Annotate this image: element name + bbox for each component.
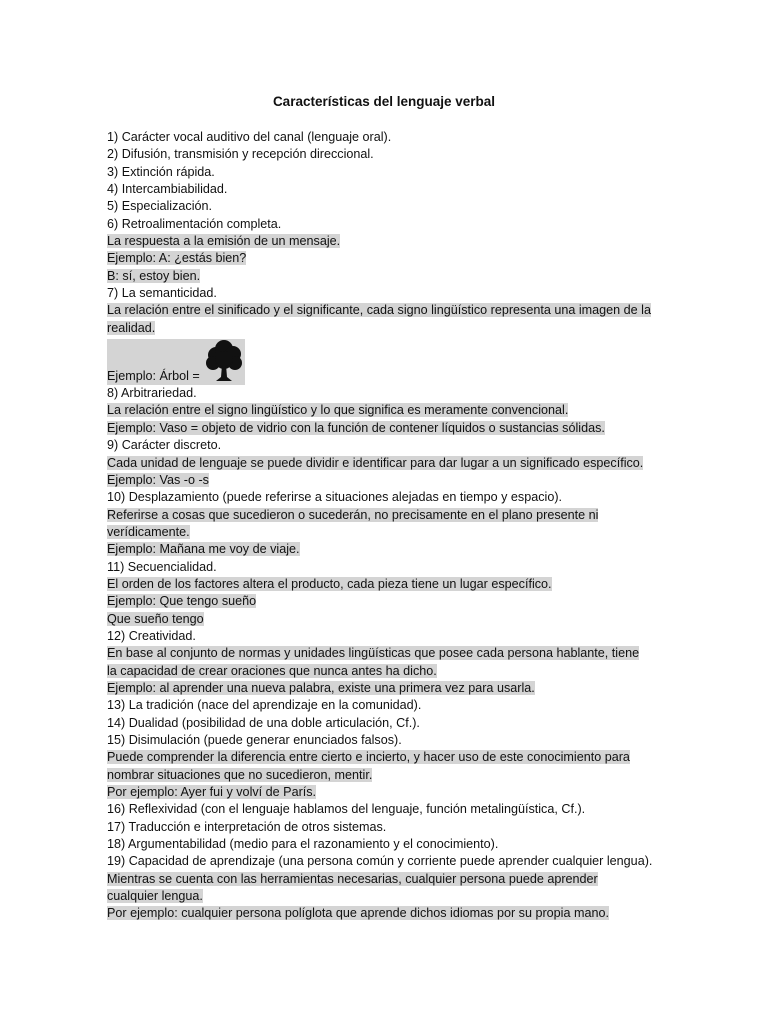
item-6-description: La respuesta a la emisión de un mensaje. xyxy=(107,234,341,249)
tree-icon xyxy=(204,339,244,383)
item-16: 16) Reflexividad (con el lenguaje hablamos del lenguaje, función metalingüística, Cf.). xyxy=(107,802,586,817)
item-11-example: Ejemplo: Que tengo sueño xyxy=(107,594,257,609)
item-9-example: Ejemplo: Vas -o -s xyxy=(107,472,209,487)
item-3: 3) Extinción rápida. xyxy=(107,164,215,179)
item-11-description: El orden de los factores altera el producto, cada pieza tiene un lugar específico. xyxy=(107,576,552,591)
item-12-example: Ejemplo: al aprender una nueva palabra, existe una primera vez para usarla. xyxy=(107,680,535,695)
document-body xyxy=(107,129,652,923)
item-10: 10) Desplazamiento (puede referirse a situaciones alejadas en tiempo y espacio). xyxy=(107,490,563,505)
item-9-description: Cada unidad de lenguaje se puede dividir e identificar para dar lugar a un significado específico. xyxy=(107,455,644,470)
item-15-description: Puede comprender la diferencia entre cierto e incierto, y hacer uso de este conocimiento para nombrar situaciones que no sucedieron, mentir. xyxy=(107,750,630,782)
item-10-description: Referirse a cosas que sucedieron o sucederán, no precisamente en el plano presente ni verídicamente. xyxy=(107,507,599,539)
item-6-example-reply: B: sí, estoy bien. xyxy=(107,268,201,283)
item-6: 6) Retroalimentación completa. xyxy=(107,216,282,231)
item-10-example: Ejemplo: Mañana me voy de viaje. xyxy=(107,542,300,557)
item-8: 8) Arbitrariedad. xyxy=(107,386,197,401)
item-19: 19) Capacidad de aprendizaje (una persona común y corriente puede aprender cualquier lengua). xyxy=(107,854,653,869)
document-title: Características del lenguaje verbal xyxy=(272,94,496,109)
item-7-description: La relación entre el sinificado y el significante, cada signo lingüístico representa una imagen de la realidad. xyxy=(107,303,651,335)
item-5: 5) Especialización. xyxy=(107,199,212,214)
item-8-example: Ejemplo: Vaso = objeto de vidrio con la función de contener líquidos o sustancias sólidas. xyxy=(107,420,605,435)
item-17: 17) Traducción e interpretación de otros sistemas. xyxy=(107,819,387,834)
item-18: 18) Argumentabilidad (medio para el razonamiento y el conocimiento). xyxy=(107,837,499,852)
item-8-description: La relación entre el signo lingüístico y lo que significa es meramente convencional. xyxy=(107,403,569,418)
item-12: 12) Creatividad. xyxy=(107,628,196,643)
item-1: 1) Carácter vocal auditivo del canal (lenguaje oral). xyxy=(107,130,392,144)
item-11-example-alt: Que sueño tengo xyxy=(107,611,204,626)
item-2: 2) Difusión, transmisión y recepción direccional. xyxy=(107,147,374,162)
item-19-description: Mientras se cuenta con las herramientas necesarias, cualquier persona puede aprender cualquier lengua. xyxy=(107,871,598,904)
item-4: 4) Intercambiabilidad. xyxy=(107,182,228,197)
item-12-description: En base al conjunto de normas y unidades lingüísticas que posee cada persona hablante, tiene la capacidad de crear oraciones que nunca antes ha dicho. xyxy=(107,646,640,678)
item-19-example: Por ejemplo: cualquier persona políglota que aprende dichos idiomas por su propia mano. xyxy=(107,906,609,921)
item-15-example: Por ejemplo: Ayer fui y volví de París. xyxy=(107,785,317,800)
item-6-example: Ejemplo: A: ¿estás bien? xyxy=(107,251,247,266)
item-7-example: Ejemplo: Árbol = xyxy=(107,368,200,383)
item-11: 11) Secuencialidad. xyxy=(107,559,217,574)
item-13: 13) La tradición (nace del aprendizaje en la comunidad). xyxy=(107,698,422,713)
item-14: 14) Dualidad (posibilidad de una doble articulación, Cf.). xyxy=(107,715,420,730)
item-9: 9) Carácter discreto. xyxy=(107,438,222,453)
item-7: 7) La semanticidad. xyxy=(107,286,217,301)
item-15: 15) Disimulación (puede generar enunciados falsos). xyxy=(107,733,402,747)
